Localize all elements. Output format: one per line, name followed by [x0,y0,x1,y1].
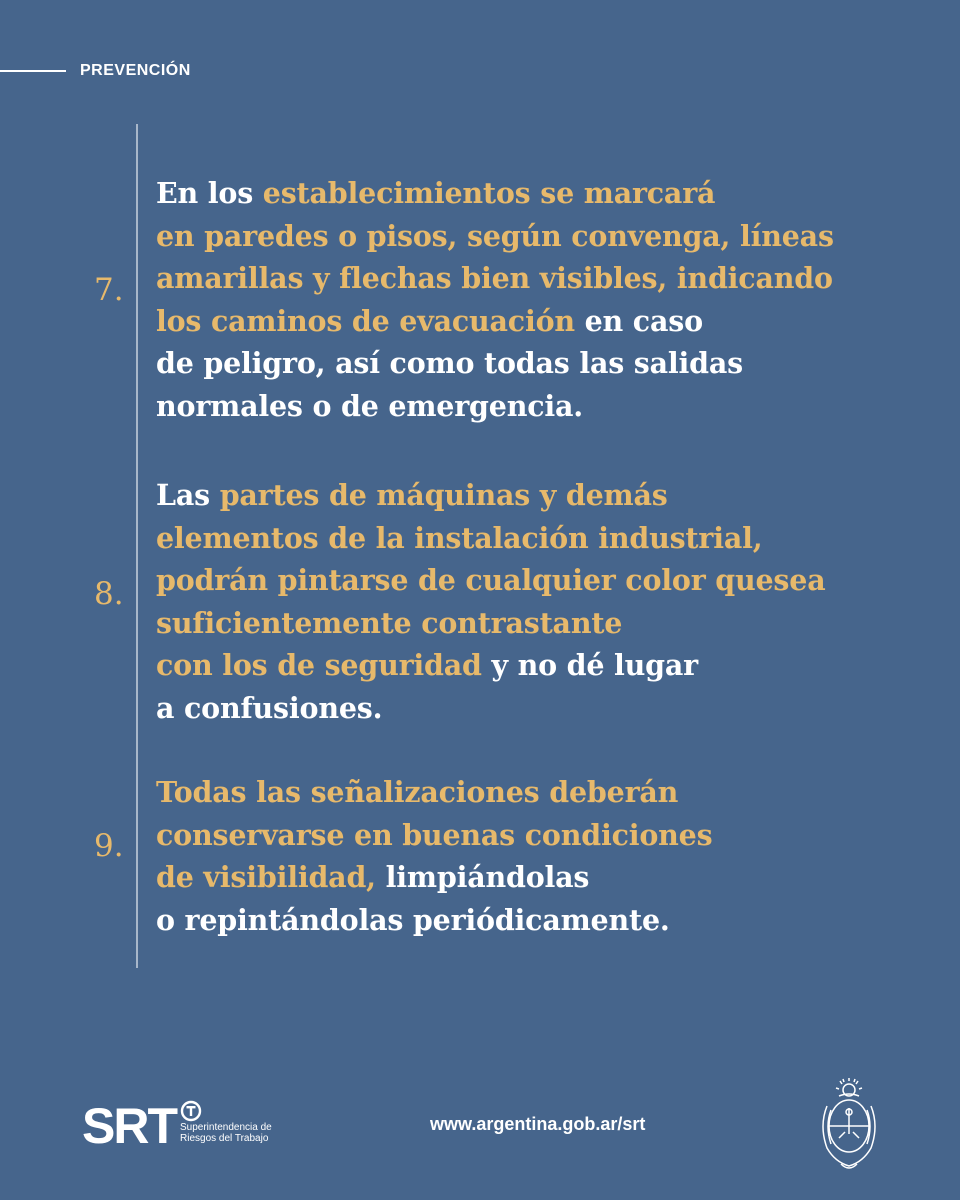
argentina-coat-of-arms-icon [815,1076,883,1174]
text-segment: a confusiones. [156,690,383,725]
item-text [156,172,946,427]
text-line [156,342,946,385]
text-line [156,385,946,428]
text-line [156,517,946,560]
item-number: 9. [94,828,124,864]
text-line [156,899,946,942]
highlight-segment: amarillas y flechas bien visibles, indicando [156,261,833,295]
text-line [156,215,946,258]
text-line [156,172,946,215]
highlight-segment: establecimientos se marcará [262,176,716,210]
srt-subtitle-line: Superintendencia de [180,1122,272,1133]
text-line [156,814,946,857]
text-line [156,300,946,343]
srt-logo-subtitle [180,1122,272,1144]
item-text [156,474,946,729]
item-number: 8. [94,576,124,612]
highlight-segment: partes de máquinas y demás [219,478,668,512]
highlight-segment: con los de seguridad [156,648,482,682]
text-segment: En los [156,176,263,210]
text-line [156,856,946,899]
text-line [156,771,946,814]
section-label: PREVENCIÓN [80,62,191,79]
section-header [0,61,191,81]
website-link[interactable]: www.argentina.gob.ar/srt [430,1114,646,1134]
highlight-segment: de visibilidad, [156,860,376,894]
highlight-segment: Todas las señalizaciones deberán [156,775,679,809]
highlight-segment: podrán pintarse de cualquier color quesea [156,563,826,597]
item-number: 7. [94,272,124,308]
text-segment: de peligro, así como todas las salidas [156,346,744,380]
srt-logo-text: SRT [82,1098,176,1154]
text-line [156,644,946,687]
highlight-segment: en paredes o pisos, según convenga, líneas [156,218,834,253]
vertical-divider [136,124,138,968]
srt-subtitle-line: Riesgos del Trabajo [180,1133,269,1144]
text-segment: normales o de emergencia. [156,388,583,423]
text-segment: y no dé lugar [481,648,698,682]
text-segment: en caso [574,303,703,338]
srt-circle-icon [180,1100,202,1122]
text-segment: Las [156,478,220,512]
highlight-segment: suficientemente contrastante [156,605,623,640]
text-line [156,687,946,730]
item-text [156,771,946,941]
header-rule [0,70,66,72]
text-line [156,474,946,517]
highlight-segment: elementos de la instalación industrial, [156,520,763,555]
text-line [156,559,946,602]
srt-logo [82,1100,290,1152]
srt-logo-side [180,1100,290,1152]
text-line [156,257,946,300]
text-line [156,602,946,645]
highlight-segment: los caminos de evacuación [156,303,575,338]
text-segment: o repintándolas periódicamente. [156,902,670,937]
text-segment: limpiándolas [375,860,590,894]
highlight-segment: conservarse en buenas condiciones [156,817,713,852]
